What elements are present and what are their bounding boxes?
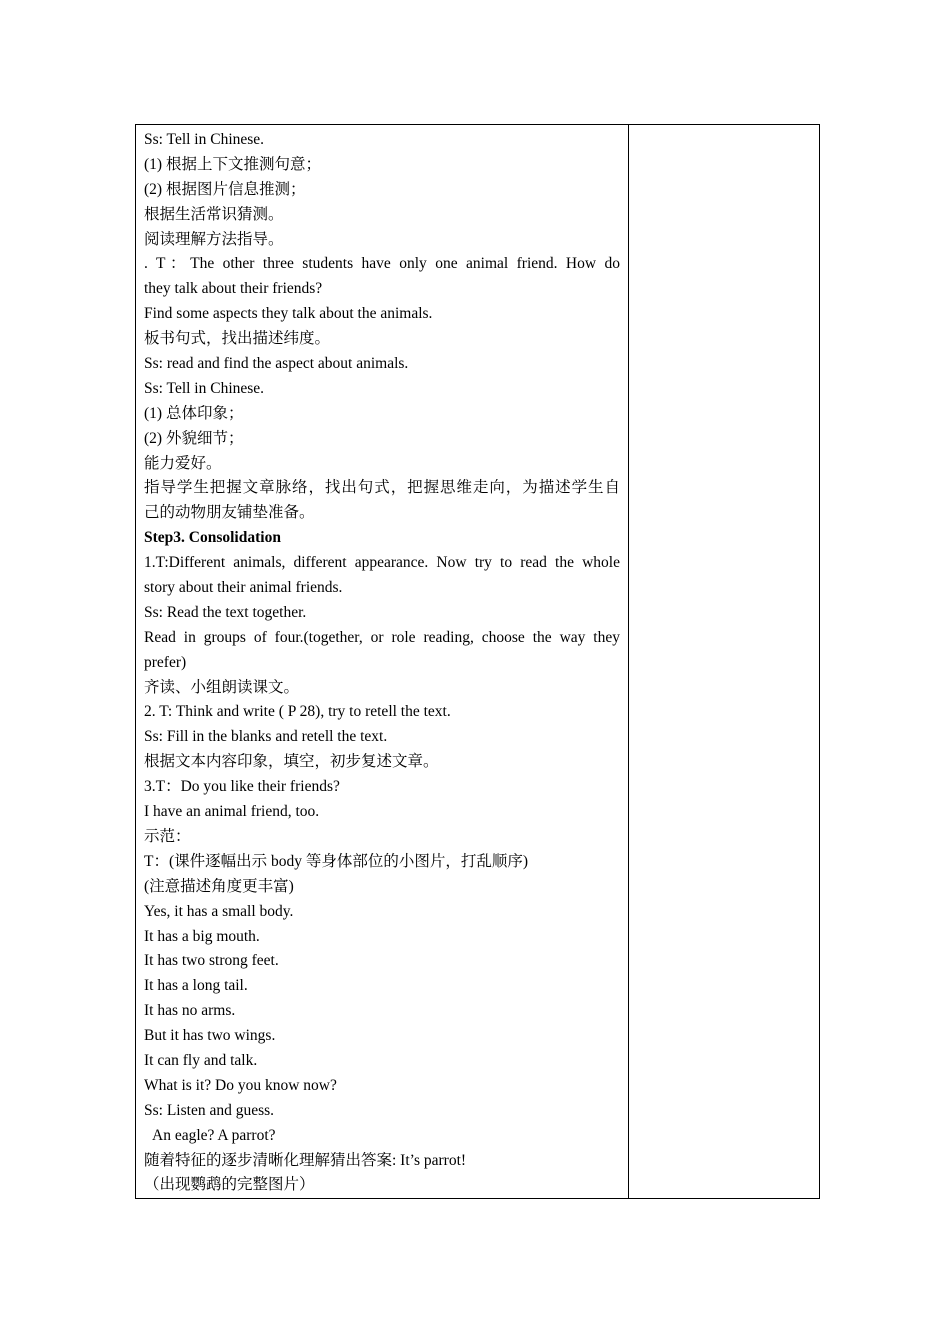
text-line: (2) 外貌细节； (144, 429, 244, 447)
text-line: But it has two wings. (144, 1027, 276, 1045)
text-line: It has no arms. (144, 1002, 236, 1020)
text-line: (注意描述角度更丰富) (144, 877, 294, 895)
text-line: It can fly and talk. (144, 1051, 258, 1069)
text-line: 根据文本内容印象，填空，初步复述文章。 (144, 753, 439, 771)
text-line: Ss: Listen and guess. (144, 1101, 275, 1119)
text-line: Yes, it has a small body. (144, 902, 294, 920)
text-line: T：(课件逐幅出示 body 等身体部位的小图片，打乱顺序) (144, 852, 529, 870)
text-line: It has a big mouth. (144, 927, 260, 945)
table-row (136, 125, 820, 1199)
text-line: (1) 根据上下文推测句意； (144, 155, 321, 173)
text-line: 能力爱好。 (144, 454, 222, 472)
text-line: I have an animal friend, too. (144, 803, 320, 821)
text-line: 阅读理解方法指导。 (144, 230, 284, 248)
text-line: It has two strong feet. (144, 952, 279, 970)
text-line: Ss: Fill in the blanks and retell the text. (144, 728, 388, 746)
text-line: What is it? Do you know now? (144, 1076, 337, 1094)
text-line: . T：The other three students have only one animal friend. How do (144, 255, 620, 273)
text-line: prefer) (144, 653, 187, 671)
text-line: It has a long tail. (144, 977, 248, 995)
text-line: they talk about their friends? (144, 280, 323, 298)
notes-cell (629, 125, 820, 1199)
text-line: Ss: Tell in Chinese. (144, 379, 265, 397)
section-heading: Step3. Consolidation (144, 529, 281, 547)
text-line: 板书句式，找出描述纬度。 (144, 330, 331, 348)
text-line: story about their animal friends. (144, 579, 343, 597)
text-line: Find some aspects they talk about the animals. (144, 305, 433, 323)
text-line: Ss: Tell in Chinese. (144, 131, 265, 148)
teaching-process-content (136, 125, 628, 1198)
text-line: 1.T:Different animals, different appearance. Now try to read the whole (144, 554, 620, 572)
text-line: 2. T: Think and write ( P 28), try to retell the text. (144, 703, 451, 721)
teaching-process-cell (136, 125, 629, 1199)
text-line: Read in groups of four.(together, or role reading, choose the way they (144, 628, 620, 646)
text-line: (2) 根据图片信息推测； (144, 180, 306, 198)
text-line: 指导学生把握文章脉络，找出句式，把握思维走向，为描述学生自 (144, 479, 620, 497)
text-line: An eagle? A parrot? (152, 1126, 276, 1144)
text-line: 3.T：Do you like their friends? (144, 778, 340, 796)
text-line: Ss: read and find the aspect about animals. (144, 355, 409, 373)
text-line: （出现鹦鹉的完整图片） (144, 1176, 315, 1194)
text-line: 己的动物朋友铺垫准备。 (144, 504, 315, 522)
text-line: 随着特征的逐步清晰化理解猜出答案: It’s parrot! (144, 1151, 467, 1169)
text-line: 示范： (144, 827, 191, 845)
text-line: 齐读、小组朗读课文。 (144, 678, 300, 696)
text-line: 根据生活常识猜测。 (144, 205, 284, 223)
lesson-plan-table (135, 124, 820, 1199)
text-line: (1) 总体印象； (144, 404, 244, 422)
text-line: Ss: Read the text together. (144, 603, 307, 621)
